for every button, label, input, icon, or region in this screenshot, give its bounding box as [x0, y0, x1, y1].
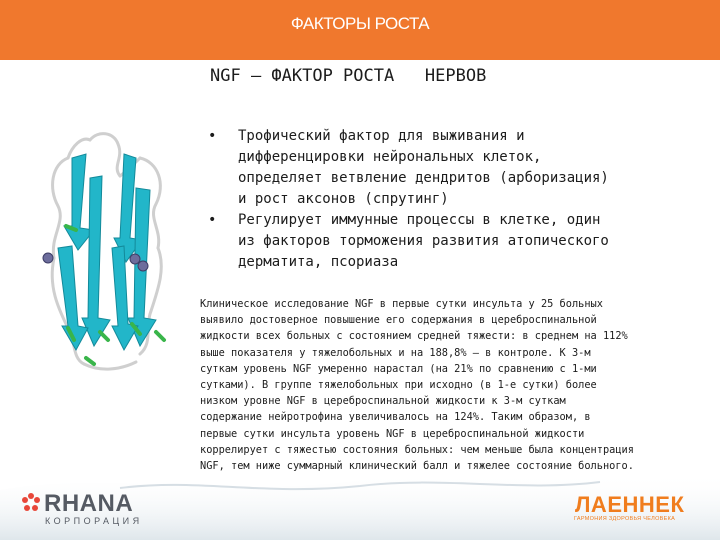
study-paragraph: Клиническое исследование NGF в первые сутки инсульта у 25 больных выявило достоверное повышение его содержания в цереброспинальной жидкости всех больных с состоянием средней тяжести: в среднем на 112% выше показателя у тяжелобольных и на 188,8% – в контроле. К 3-м суткам уровень NGF умеренно нарастал (на 21% по сравнению с 1-ми сутками). В группе тяжелобольных при исходно (в 1-е сутки) более низком уровне NGF в цереброспинальной жидкости к 3-м суткам содержание нейротрофина увеличивалось на 124%. Таким образом, в первые сутки инсульта уровень NGF в цереброспинальной жидкости коррелирует с тяжестью состояния больных: чем меньше была концентрация NGF, тем ниже суммарный клинический балл и тяжелее состояние больного.	[200, 298, 634, 473]
bullet-text: Регулирует иммунные процессы в клетке, один из факторов торможения развития атопического дерматита, псориаза	[238, 212, 609, 270]
rhana-logo-subtitle: КОРПОРАЦИЯ	[45, 516, 143, 526]
list-item	[200, 210, 710, 273]
laennek-logo-tagline: ГАРМОНИЯ ЗДОРОВЬЯ ЧЕЛОВЕКА	[574, 516, 676, 522]
bullet-marker: •	[208, 212, 217, 228]
rhana-flower-icon	[20, 492, 42, 514]
bullet-list	[200, 126, 710, 273]
slide-title: NGF – ФАКТОР РОСТА НЕРВОВ	[210, 66, 487, 86]
laennek-logo-text: ЛАЕННЕК	[575, 492, 685, 517]
protein-structure-image	[28, 118, 196, 380]
rhana-logo-text: RHANA	[44, 490, 134, 517]
bullet-text: Трофический фактор для выживания и дифференцировки нейрональных клеток, определяет ветвление дендритов (арборизация) и рост аксонов (спрутинг)	[238, 128, 609, 207]
bullet-marker: •	[208, 128, 217, 144]
header-bar	[0, 0, 720, 60]
header-title: ФАКТОРЫ РОСТА	[290, 14, 430, 33]
list-item	[200, 126, 710, 210]
